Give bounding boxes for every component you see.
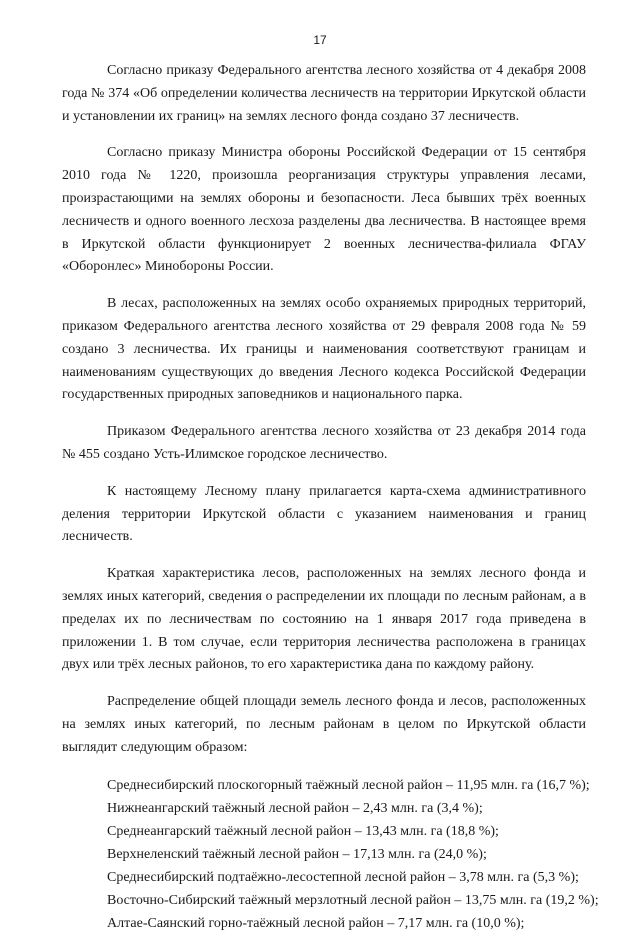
paragraph: Согласно приказу Министра обороны Российской Федерации от 15 сентября 2010 года № 1220, произошла реорганизация структуры управления лесами, произрастающими на землях обороны и безопасности. Леса бывших трёх военных лесничеств и одного военного лесхоза разделены два лесничества. В настоящее время в Иркутской области функционирует 2 военных лесничества-филиала ФГАУ «Оборонлес» Минобороны России. [62,145,586,275]
forest-regions-list [62,774,599,935]
paragraph: Распределение общей площади земель лесного фонда и лесов, расположенных на землях иных категорий, по лесным районам в целом по Иркутской области выглядит следующим образом: [62,694,586,755]
list-item: Восточно-Сибирский таёжный мерзлотный лесной район – 13,75 млн. га (19,2 %); [107,892,599,908]
paragraph: Согласно приказу Федерального агентства лесного хозяйства от 4 декабря 2008 года № 374 «Об определении количества лесничеств на территории Иркутской области и установлении их границ» на землях лесного фонда создано 37 лесничеств. [62,63,586,124]
paragraph: В лесах, расположенных на землях особо охраняемых природных территорий, приказом Федерального агентства лесного хозяйства от 29 февраля 2008 года № 59 создано 3 лесничества. Их границы и наименования соответствуют границам и наименованиям существующих до введения Лесного кодекса Российской Федерации государственных природных заповедников и национального парка. [62,296,586,403]
list-item: Верхнеленский таёжный лесной район – 17,13 млн. га (24,0 %); [107,846,487,862]
paragraph: К настоящему Лесному плану прилагается карта-схема административного деления территории Иркутской области с указанием наименования и границ лесничеств. [62,483,586,545]
list-item: Среднесибирский плоскогорный таёжный лесной район – 11,95 млн. га (16,7 %); [107,777,590,793]
list-item: Среднеангарский таёжный лесной район – 13,43 млн. га (18,8 %); [107,823,499,839]
list-item: Среднесибирский подтаёжно-лесостепной лесной район – 3,78 млн. га (5,3 %); [107,869,579,885]
page-number: 17 [313,33,327,47]
paragraph: Приказом Федерального агентства лесного хозяйства от 23 декабря 2014 года № 455 создано Усть-Илимское городское лесничество. [62,424,586,462]
document-body [62,60,599,935]
list-item: Алтае-Саянский горно-таёжный лесной район – 7,17 млн. га (10,0 %); [107,915,525,931]
list-item: Нижнеангарский таёжный лесной район – 2,43 млн. га (3,4 %); [107,800,483,816]
paragraph: Краткая характеристика лесов, расположенных на землях лесного фонда и землях иных категорий, сведения о распределении их площади по лесным районам, а в пределах их по лесничествам по состоянию на 1 января 2017 года приведена в приложении 1. В том случае, если территория лесничества расположена в границах двух или трёх лесных районов, то его характеристика дана по каждому району. [62,566,586,673]
